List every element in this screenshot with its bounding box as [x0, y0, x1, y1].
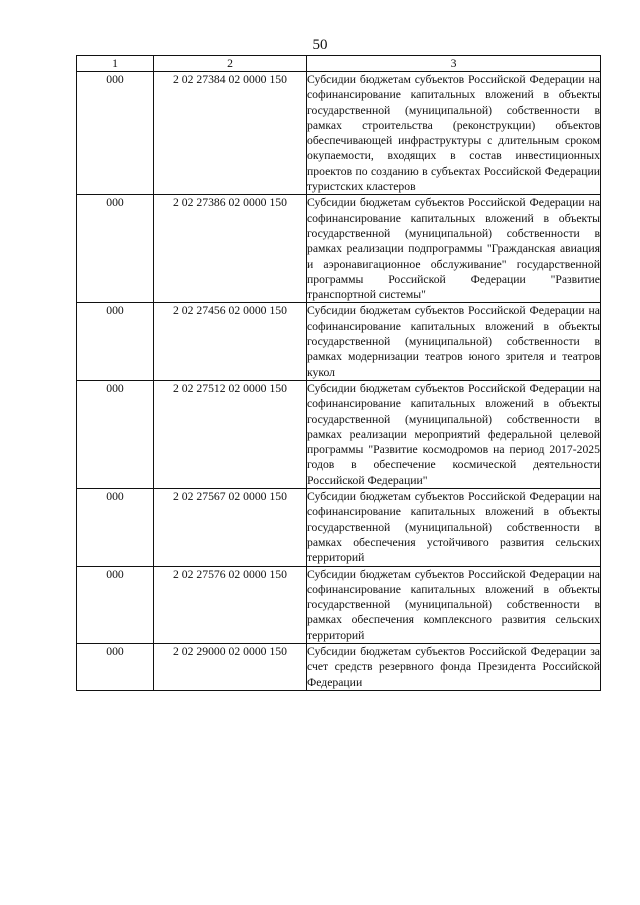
admin-code-cell: 000	[77, 643, 154, 690]
revenue-name-cell: Субсидии бюджетам субъектов Российской Федерации на софинансирование капитальных вложений в объекты государственной (муниципальной) собственности в рамках обеспечения устойчивого развития сельских территорий	[307, 490, 600, 565]
revenue-name-cell: Субсидии бюджетам субъектов Российской Федерации на софинансирование капитальных вложений в объекты государственной (муниципальной) собственности в рамках модернизации театров юного зрителя и театров кукол	[307, 304, 600, 379]
revenue-name-cell: Субсидии бюджетам субъектов Российской Федерации на софинансирование капитальных вложений в объекты государственной (муниципальной) собственности в рамках обеспечения комплексного развития сельских территорий	[307, 567, 600, 642]
revenue-name-cell: Субсидии бюджетам субъектов Российской Федерации за счет средств резервного фонда Президента Российской Федерации	[307, 644, 600, 689]
revenue-name-cell: Субсидии бюджетам субъектов Российской Федерации на софинансирование капитальных вложений в объекты государственной (муниципальной) собственности в рамках реализации подпрограммы "Гражданская авиация и аэронавигационное обслуживание" государственной программы Российской Федерации "Развитие транспортной системы"	[307, 196, 600, 302]
column-header-1: 1	[77, 56, 154, 72]
budget-classification-table	[76, 55, 601, 691]
page-number: 50	[312, 37, 328, 53]
table-row	[77, 380, 601, 488]
budget-code-cell: 2 02 27567 02 0000 150	[154, 489, 307, 566]
admin-code-cell: 000	[77, 72, 154, 195]
table-row	[77, 195, 601, 303]
admin-code-cell: 000	[77, 566, 154, 643]
table-row	[77, 643, 601, 690]
budget-code-cell: 2 02 27512 02 0000 150	[154, 380, 307, 488]
revenue-name-cell: Субсидии бюджетам субъектов Российской Федерации на софинансирование капитальных вложений в объекты государственной (муниципальной) собственности в рамках строительства (реконструкции) объектов обеспечивающей инфраструктуры с длительным сроком окупаемости, входящих в состав инвестиционных проектов по созданию в субъектах Российской Федерации туристских кластеров	[307, 73, 600, 194]
column-header-2: 2	[154, 56, 307, 72]
admin-code-cell: 000	[77, 303, 154, 380]
budget-code-cell: 2 02 29000 02 0000 150	[154, 643, 307, 690]
table-header-row	[77, 56, 601, 72]
admin-code-cell: 000	[77, 195, 154, 303]
table-row	[77, 72, 601, 195]
budget-code-cell: 2 02 27386 02 0000 150	[154, 195, 307, 303]
column-header-3: 3	[307, 56, 601, 72]
admin-code-cell: 000	[77, 380, 154, 488]
table-row	[77, 566, 601, 643]
admin-code-cell: 000	[77, 489, 154, 566]
budget-code-cell: 2 02 27456 02 0000 150	[154, 303, 307, 380]
table-row	[77, 489, 601, 566]
table-row	[77, 303, 601, 380]
budget-code-cell: 2 02 27576 02 0000 150	[154, 566, 307, 643]
revenue-name-cell: Субсидии бюджетам субъектов Российской Федерации на софинансирование капитальных вложений в объекты государственной (муниципальной) собственности в рамках реализации мероприятий федеральной целевой программы "Развитие космодромов на период 2017-2025 годов в обеспечение космической деятельности Российской Федерации"	[307, 381, 600, 487]
budget-code-cell: 2 02 27384 02 0000 150	[154, 72, 307, 195]
